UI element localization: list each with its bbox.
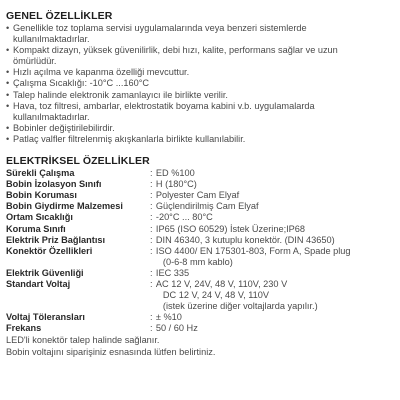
spec-separator: : bbox=[149, 190, 153, 201]
spec-key: Bobin İzolasyon Sınıfı bbox=[6, 179, 102, 190]
spec-value bbox=[156, 190, 392, 201]
spec-value-line: IEC 335 bbox=[155, 267, 190, 278]
spec-value bbox=[156, 179, 392, 190]
spec-key: Ortam Sıcaklığı bbox=[6, 212, 73, 223]
general-feature-text: Bobinler değiştirilebilirdir. bbox=[13, 122, 115, 133]
spec-key: Sürekli Çalışma bbox=[6, 168, 75, 179]
spec-separator: : bbox=[149, 267, 153, 278]
general-feature-text: kullanılmaktadırlar. bbox=[13, 34, 90, 45]
spec-value-line: AC 12 V, 24V, 48 V, 110V, 230 V bbox=[155, 278, 288, 289]
general-feature-item bbox=[6, 67, 392, 78]
bullet-icon: • bbox=[6, 23, 10, 33]
spec-value-line: IP65 (ISO 60529) İstek Üzerine;IP68 bbox=[155, 223, 306, 234]
general-feature-item bbox=[6, 78, 392, 89]
electrical-spec-table bbox=[6, 168, 392, 334]
spec-row bbox=[6, 246, 392, 268]
general-feature-item bbox=[6, 23, 392, 45]
spec-value-line: 50 / 60 Hz bbox=[155, 323, 198, 334]
spec-value bbox=[156, 323, 392, 334]
general-feature-text: kullanılmaktadırlar. bbox=[13, 111, 90, 122]
general-feature-text: Kompakt dizayn, yüksek güvenilirlik, debi hızı, kalite, performans sağlar ve uzun bbox=[13, 45, 338, 56]
spec-value bbox=[156, 224, 392, 235]
general-feature-text: Hava, toz filtresi, ambarlar, elektrostatik boyama kabini v.b. uygulamalarda bbox=[13, 100, 315, 111]
general-features-title: GENEL ÖZELLİKLER bbox=[6, 10, 113, 22]
spec-value-line: DC 12 V, 24 V, 48 V, 110V bbox=[162, 290, 269, 301]
spec-row bbox=[6, 323, 392, 334]
bullet-icon: • bbox=[6, 133, 10, 144]
bullet-icon: • bbox=[6, 89, 10, 100]
general-feature-item bbox=[6, 90, 392, 101]
general-feature-item bbox=[6, 101, 392, 123]
spec-key: Bobin Koruması bbox=[6, 190, 77, 201]
spec-value-line: ISO 4400/ EN 175301-803, Form A, Spade plug bbox=[155, 245, 351, 256]
spec-value bbox=[156, 268, 392, 279]
spec-value-line: (istek üzerine diğer voltajlarda yapılır.) bbox=[162, 301, 318, 312]
spec-separator: : bbox=[149, 201, 153, 212]
spec-separator: : bbox=[149, 168, 153, 179]
spec-row bbox=[6, 279, 392, 312]
spec-row bbox=[6, 190, 392, 201]
spec-value-line: H (180°C) bbox=[155, 179, 197, 190]
general-features-list bbox=[6, 23, 392, 145]
spec-value bbox=[156, 168, 392, 179]
bullet-icon: • bbox=[6, 100, 10, 111]
spec-row bbox=[6, 268, 392, 279]
general-feature-text: Patlaç valfler filtrelenmiş akışkanlarla birlikte kullanılabilir. bbox=[13, 133, 246, 144]
note-text: Bobin voltajını siparişiniz esnasında lütfen belirtiniz. bbox=[6, 346, 216, 357]
spec-separator: : bbox=[149, 323, 153, 334]
spec-key: Elektrik Priz Bağlantısı bbox=[6, 234, 106, 245]
spec-value-line: (0-6-8 mm kablo) bbox=[162, 256, 233, 267]
spec-row bbox=[6, 168, 392, 179]
spec-separator: : bbox=[149, 179, 153, 190]
electrical-notes bbox=[6, 335, 392, 357]
spec-row bbox=[6, 201, 392, 212]
spec-value bbox=[156, 235, 392, 246]
spec-row bbox=[6, 235, 392, 246]
spec-value-line: Polyester Cam Elyaf bbox=[155, 190, 240, 201]
spec-value-line: Güçlendirilmiş Cam Elyaf bbox=[155, 201, 259, 212]
spec-row bbox=[6, 312, 392, 323]
spec-key: Koruma Sınıfı bbox=[6, 223, 66, 234]
general-feature-text: Genellikle toz toplama servisi uygulamalarında veya benzeri sistemlerde bbox=[13, 23, 307, 33]
general-feature-item bbox=[6, 45, 392, 67]
spec-row bbox=[6, 212, 392, 223]
bullet-icon: • bbox=[6, 45, 10, 56]
spec-separator: : bbox=[149, 234, 153, 245]
spec-value bbox=[156, 246, 392, 268]
general-feature-item bbox=[6, 123, 392, 134]
spec-row bbox=[6, 224, 392, 235]
general-feature-text: Çalışma Sıcaklığı: -10°C ...160°C bbox=[13, 78, 150, 89]
spec-key: Voltaj Töleransları bbox=[6, 312, 85, 323]
spec-value-line: -20°C ... 80°C bbox=[155, 212, 213, 223]
spec-value bbox=[156, 279, 392, 312]
note-text: LED'li konektör talep halinde sağlanır. bbox=[6, 335, 160, 346]
spec-key: Standart Voltaj bbox=[6, 278, 71, 289]
bullet-icon: • bbox=[6, 122, 10, 133]
spec-key: Elektrik Güvenliği bbox=[6, 267, 84, 278]
spec-value bbox=[156, 312, 392, 323]
spec-value-line: ± %10 bbox=[155, 312, 182, 323]
spec-key: Frekans bbox=[6, 323, 42, 334]
spec-value bbox=[156, 201, 392, 212]
bullet-icon: • bbox=[6, 78, 10, 89]
spec-value bbox=[156, 212, 392, 223]
spec-key: Konektör Özellikleri bbox=[6, 245, 93, 256]
general-feature-text: Talep halinde elektronik zamanlayıcı ile birlikte verilir. bbox=[13, 89, 228, 100]
spec-separator: : bbox=[149, 212, 153, 223]
spec-key: Bobin Giydirme Malzemesi bbox=[6, 201, 123, 212]
spec-separator: : bbox=[149, 245, 153, 256]
bullet-icon: • bbox=[6, 67, 10, 78]
general-feature-item bbox=[6, 134, 392, 145]
spec-value-line: DIN 46340, 3 kutuplu konektör. (DIN 43650) bbox=[155, 234, 335, 245]
spec-separator: : bbox=[149, 223, 153, 234]
general-feature-text: Hızlı açılma ve kapanma özelliği mevcuttur. bbox=[13, 67, 190, 78]
spec-row bbox=[6, 179, 392, 190]
electrical-features-title: ELEKTRİKSEL ÖZELLİKLER bbox=[6, 155, 150, 168]
spec-separator: : bbox=[149, 278, 153, 289]
spec-separator: : bbox=[149, 312, 153, 323]
spec-value-line: ED %100 bbox=[155, 168, 195, 179]
general-feature-text: ömürlüdür. bbox=[13, 56, 57, 67]
